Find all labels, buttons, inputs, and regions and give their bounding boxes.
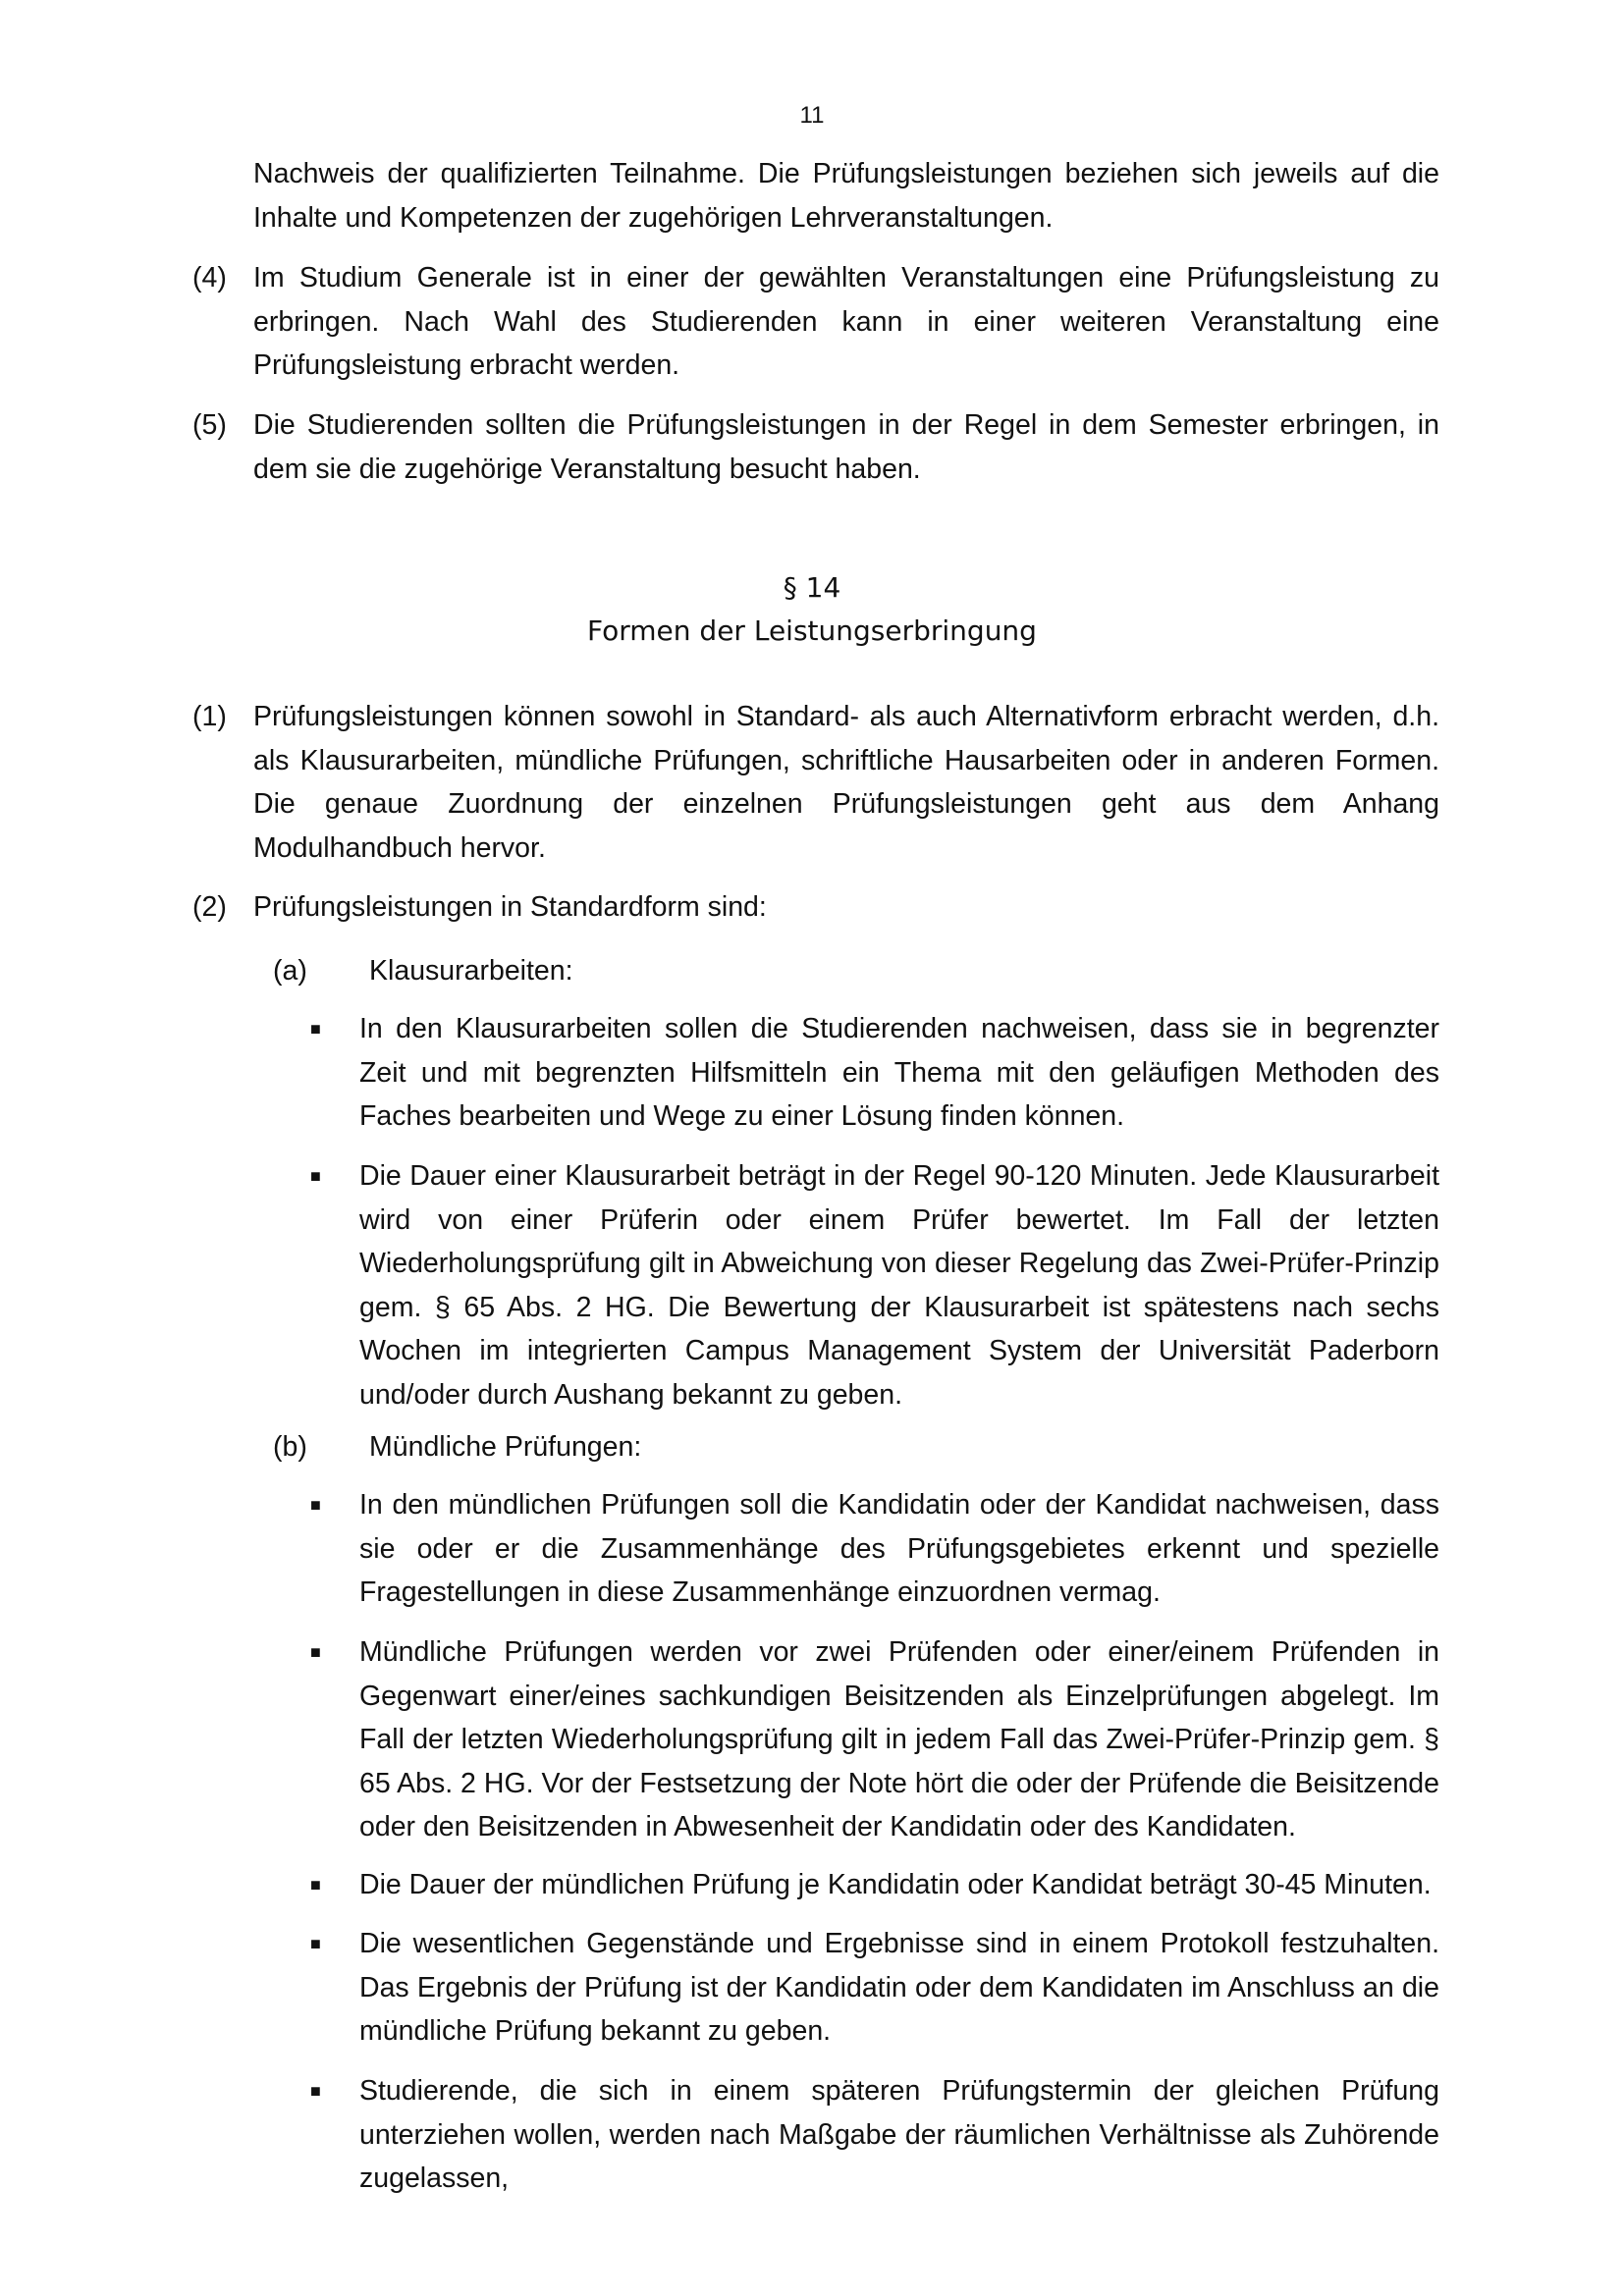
subsection-title: Mündliche Prüfungen: [369,1431,642,1463]
paragraph-number: (5) [192,409,227,441]
subsection-label: (a) [273,955,307,987]
bullet-item [310,1154,1439,1416]
paragraph-text: Die Studierenden sollten die Prüfungsleistungen in der Regel in dem Semester erbringen, in dem sie die zugehörige Veranstaltung besucht haben. [253,409,1439,485]
bullet-icon: ■ [310,1642,321,1662]
paragraph-text: Prüfungsleistungen in Standardform sind: [253,891,767,923]
intro-paragraph: Nachweis der qualifizierten Teilnahme. Die Prüfungsleistungen beziehen sich jeweils auf die Inhalte und Kompetenzen der zugehörigen Lehrveranstaltungen. [253,158,1439,234]
paragraph-1 [192,695,1439,870]
bullet-item [310,1630,1439,1849]
bullet-text: In den mündlichen Prüfungen soll die Kandidatin oder der Kandidat nachweisen, dass sie oder er die Zusammenhänge des Prüfungsgebietes erkennt und spezielle Fragestellungen in diese Zusammenhänge einzuordnen vermag. [359,1489,1439,1608]
bullet-text: Die Dauer einer Klausurarbeit beträgt in der Regel 90-120 Minuten. Jede Klausurarbeit wird von einer Prüferin oder einem Prüfer bewertet. Im Fall der letzten Wiederholungsprüfung gilt in Abweichung von dieser Regelung das Zwei-Prüfer-Prinzip gem. § 65 Abs. 2 HG. Die Bewertung der Klausurarbeit ist spätestens nach sechs Wochen im integrierten Campus Management System der Universität Paderborn und/oder durch Aushang bekannt zu geben. [359,1160,1439,1411]
paragraph-number: (1) [192,701,227,732]
bullet-item [310,1863,1439,1907]
bullet-item [310,1007,1439,1139]
bullet-icon: ■ [310,1019,321,1039]
bullet-text: In den Klausurarbeiten sollen die Studierenden nachweisen, dass sie in begrenzter Zeit und mit begrenzten Hilfsmitteln ein Thema mit den geläufigen Methoden des Faches bearbeiten und Wege zu einer Lösung finden können. [359,1013,1439,1132]
paragraph-number: (4) [192,262,227,294]
bullet-text: Die Dauer der mündlichen Prüfung je Kandidatin oder Kandidat beträgt 30-45 Minuten. [359,1869,1432,1900]
bullet-icon: ■ [310,1934,321,1953]
bullet-icon: ■ [310,2081,321,2101]
section-number: § 14 [783,571,841,604]
paragraph-number: (2) [192,891,227,923]
bullet-item [310,1483,1439,1615]
bullet-icon: ■ [310,1495,321,1515]
bullet-text: Mündliche Prüfungen werden vor zwei Prüfenden oder einer/einem Prüfenden in Gegenwart einer/eines sachkundigen Beisitzenden als Einzelprüfungen abgelegt. Im Fall der letzten Wiederholungsprüfung gilt in jedem Fall das Zwei-Prüfer-Prinzip gem. § 65 Abs. 2 HG. Vor der Festsetzung der Note hört die oder der Prüfende die Beisitzende oder den Beisitzenden in Abwesenheit der Kandidatin oder des Kandidaten. [359,1636,1439,1842]
page-number: 11 [799,102,825,129]
bullet-item [310,1922,1439,2054]
paragraph-text: Prüfungsleistungen können sowohl in Standard- als auch Alternativform erbracht werden, d.h. als Klausurarbeiten, mündliche Prüfungen, schriftliche Hausarbeiten oder in anderen Formen. Die genaue Zuordnung der einzelnen Prüfungsleistungen geht aus dem Anhang Modulhandbuch hervor. [253,701,1439,864]
bullet-item [310,2069,1439,2201]
paragraph-5 [192,403,1439,491]
bullet-icon: ■ [310,1166,321,1186]
subsection-label: (b) [273,1431,307,1463]
paragraph-text: Im Studium Generale ist in einer der gewählten Veranstaltungen eine Prüfungsleistung zu erbringen. Nach Wahl des Studierenden kann in einer weiteren Veranstaltung eine Prüfungsleistung erbracht werden. [253,262,1439,381]
paragraph-2 [192,885,1439,930]
subsection-title: Klausurarbeiten: [369,955,573,987]
bullet-text: Die wesentlichen Gegenstände und Ergebnisse sind in einem Protokoll festzuhalten. Das Ergebnis der Prüfung ist der Kandidatin oder dem Kandidaten im Anschluss an die mündliche Prüfung bekannt zu geben. [359,1928,1439,2047]
bullet-text: Studierende, die sich in einem späteren Prüfungstermin der gleichen Prüfung unterziehen wollen, werden nach Maßgabe der räumlichen Verhältnisse als Zuhörende zugelassen, [359,2075,1439,2194]
bullet-icon: ■ [310,1875,321,1895]
section-title: Formen der Leistungserbringung [587,614,1037,647]
paragraph-4 [192,256,1439,388]
